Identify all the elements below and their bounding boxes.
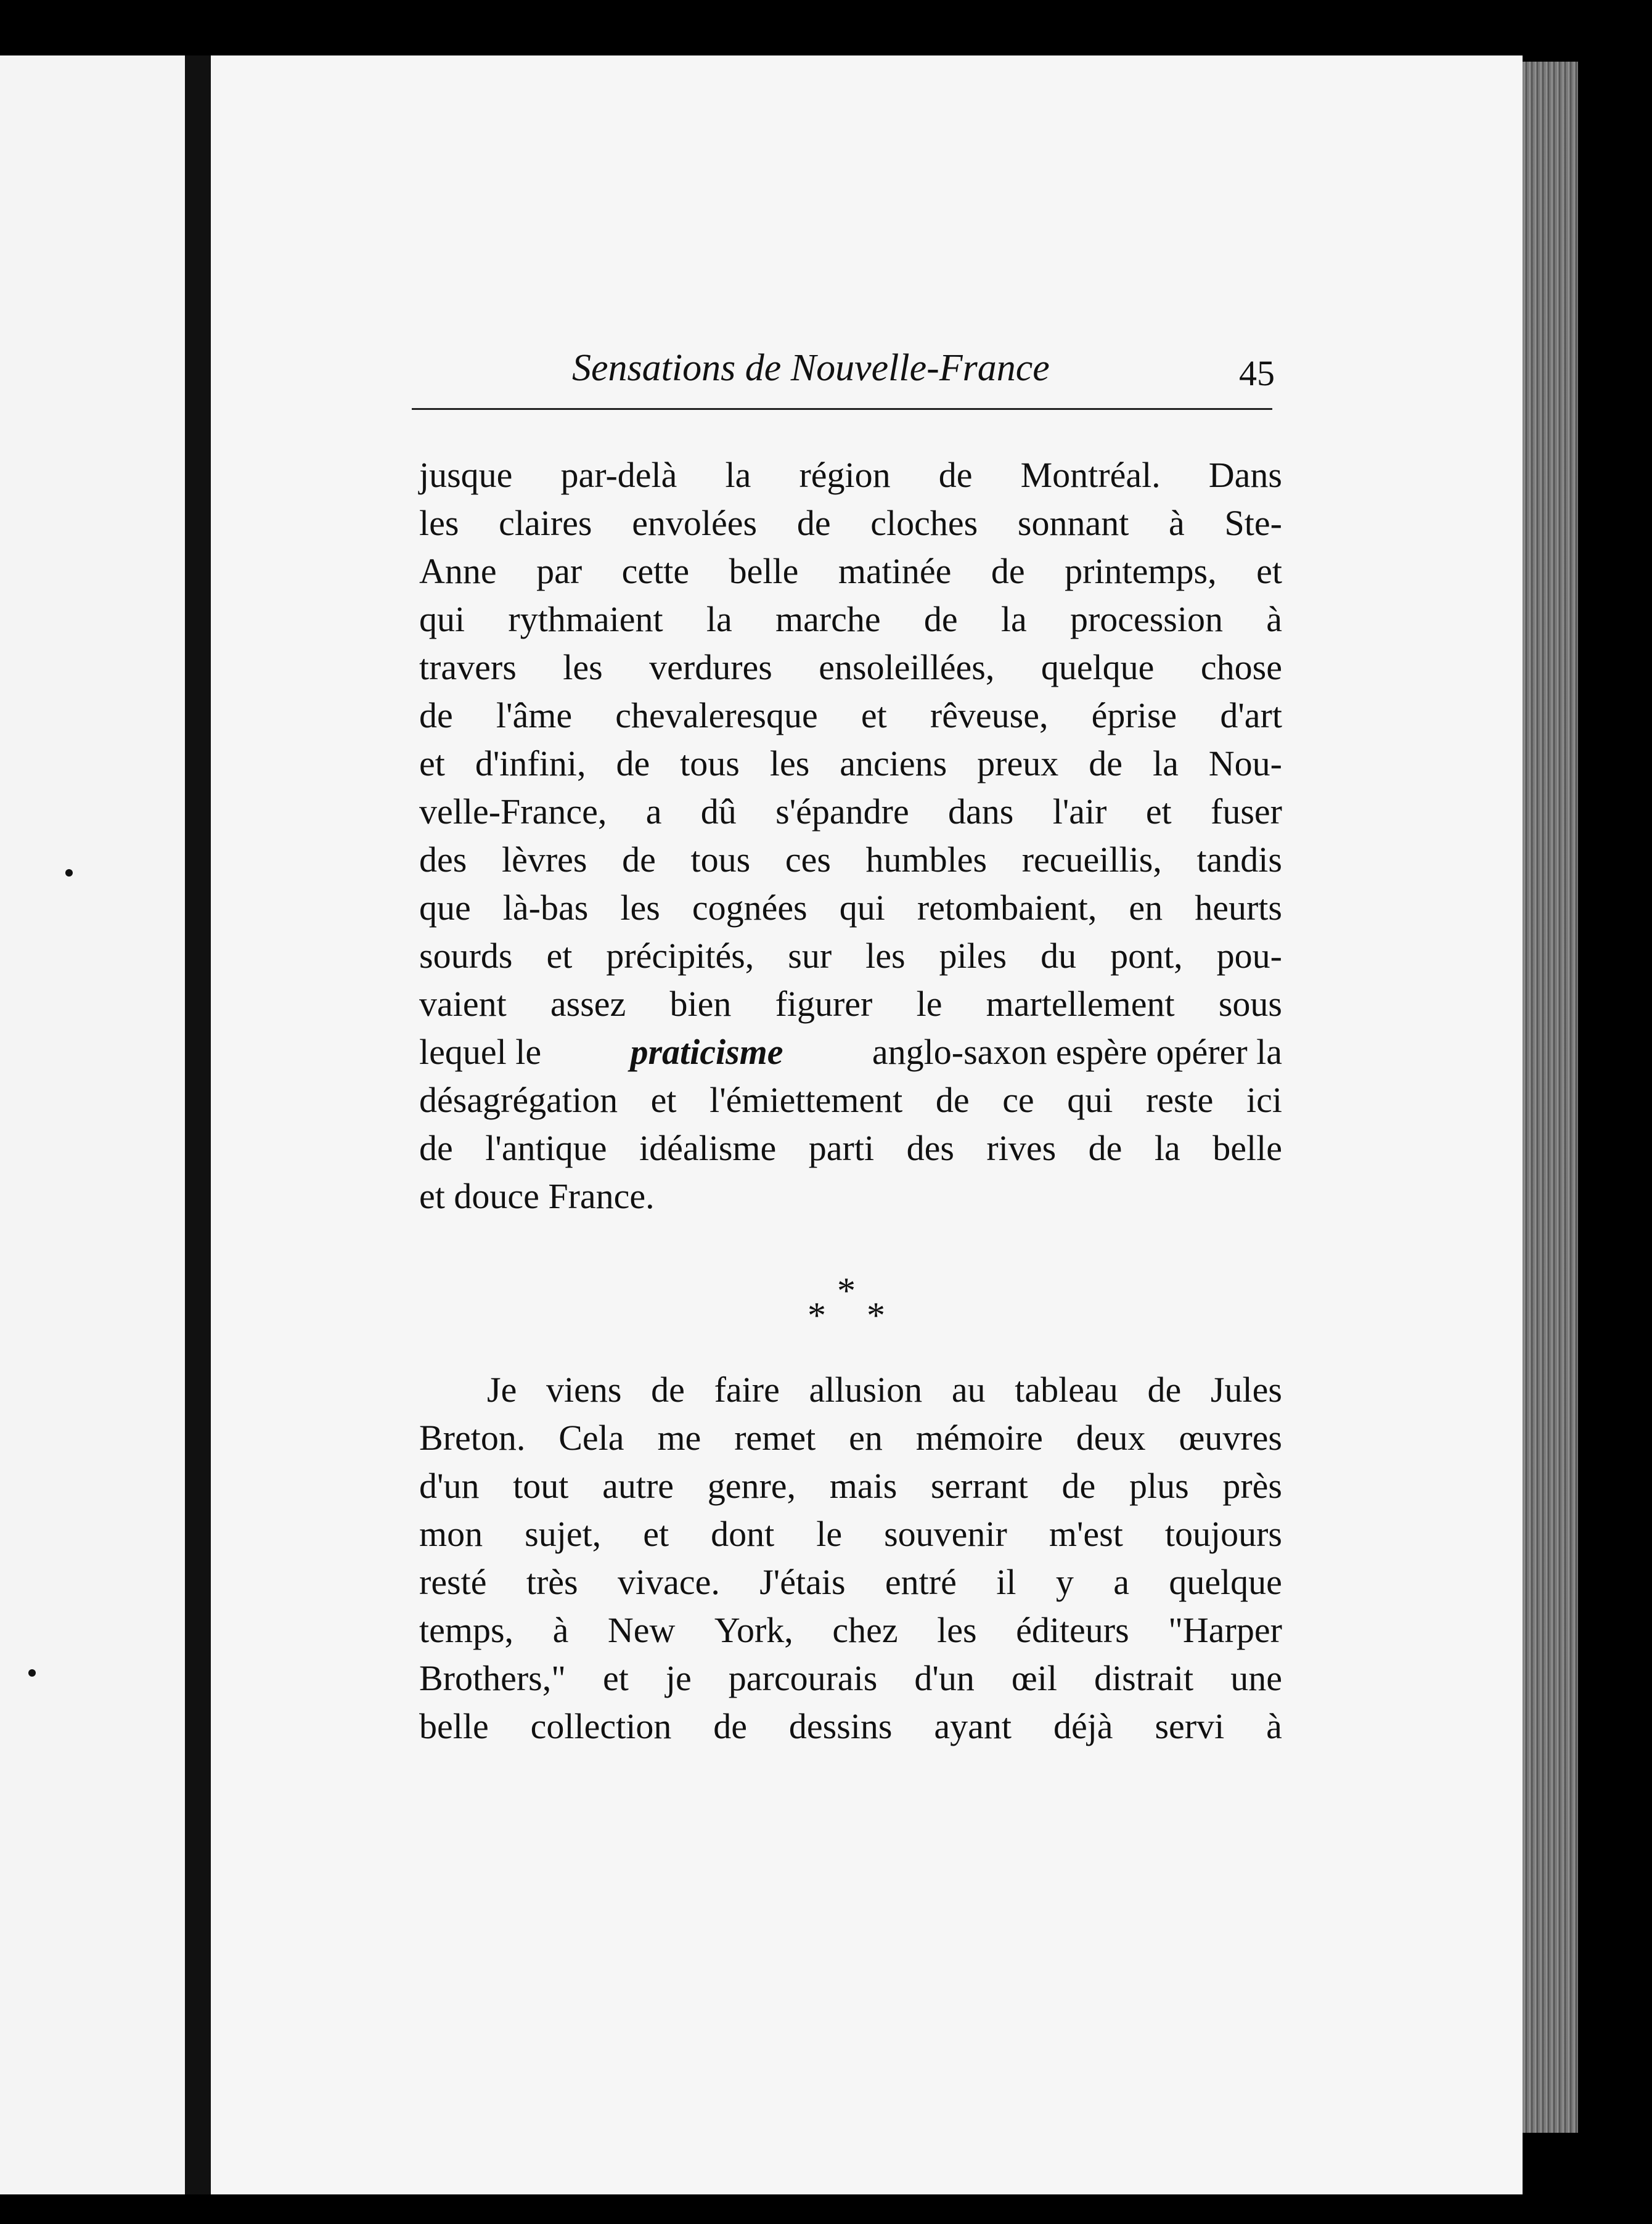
- word: resté: [419, 1562, 487, 1602]
- word: l'émiettement: [709, 1080, 903, 1120]
- text-line: [419, 884, 1282, 932]
- word: très: [526, 1562, 578, 1602]
- word: à: [1169, 503, 1185, 543]
- word: ensoleillées,: [819, 647, 995, 687]
- text-line: [419, 547, 1282, 595]
- word: lèvres: [501, 840, 587, 880]
- word: les: [769, 743, 810, 783]
- word: plus: [1129, 1466, 1189, 1506]
- word: des: [419, 840, 467, 880]
- word: de: [622, 840, 656, 880]
- text-line: [419, 1510, 1282, 1558]
- word: jusque: [419, 455, 513, 495]
- scan-border: [1578, 55, 1652, 2224]
- word: chose: [1200, 647, 1282, 687]
- word: de: [938, 455, 973, 495]
- paragraph-2: [419, 1366, 1282, 1751]
- word: m'est: [1049, 1514, 1123, 1554]
- word: sur: [788, 936, 832, 976]
- word: pou-: [1216, 936, 1282, 976]
- word: preux: [977, 743, 1059, 783]
- text-line: [419, 1124, 1282, 1172]
- word: Anne: [419, 551, 497, 591]
- page-number: 45: [1239, 353, 1275, 393]
- asterisk: *: [837, 1270, 856, 1311]
- word: et: [861, 695, 887, 735]
- word: serrant: [930, 1466, 1028, 1506]
- word: les: [865, 936, 906, 976]
- word: à: [552, 1610, 569, 1650]
- word: et: [1256, 551, 1282, 591]
- word: tous: [680, 743, 740, 783]
- word: qui: [839, 888, 885, 928]
- word: les: [937, 1610, 977, 1650]
- word: cette: [621, 551, 690, 591]
- word: Cela: [558, 1418, 624, 1458]
- word: Je: [487, 1370, 517, 1410]
- word: pont,: [1110, 936, 1183, 976]
- word: Dans: [1208, 455, 1282, 495]
- text-line: [419, 836, 1282, 884]
- text-line: et douce France.: [419, 1176, 655, 1216]
- word: qui: [419, 599, 465, 639]
- word: souvenir: [884, 1514, 1007, 1554]
- word: et: [643, 1514, 669, 1554]
- word: Breton.: [419, 1418, 526, 1458]
- word: Brothers,": [419, 1658, 566, 1698]
- word: à: [1266, 1706, 1282, 1746]
- word: sujet,: [525, 1514, 602, 1554]
- word: collection: [530, 1706, 672, 1746]
- scan-speck: [65, 869, 73, 877]
- word: désagrégation: [419, 1080, 618, 1120]
- word: de: [1147, 1370, 1182, 1410]
- word: Montréal.: [1020, 455, 1161, 495]
- word: et: [602, 1658, 629, 1698]
- word: une: [1230, 1658, 1282, 1698]
- word: Nou-: [1208, 743, 1282, 783]
- word: cloches: [870, 503, 978, 543]
- word: temps,: [419, 1610, 514, 1650]
- word: de: [935, 1080, 970, 1120]
- word: tout: [513, 1466, 569, 1506]
- word: de: [419, 1128, 453, 1168]
- running-head: [412, 340, 1275, 408]
- word: marche: [775, 599, 881, 639]
- text-line: [419, 788, 1282, 836]
- word: envolées: [632, 503, 758, 543]
- word: et: [419, 743, 445, 783]
- word: à: [1266, 599, 1282, 639]
- word: New: [607, 1610, 676, 1650]
- book-gutter: [185, 55, 211, 2194]
- word: par: [536, 551, 583, 591]
- word: du: [1041, 936, 1077, 976]
- word: l'âme: [496, 695, 573, 735]
- word: ce: [1002, 1080, 1034, 1120]
- word: œil: [1011, 1658, 1057, 1698]
- word: piles: [939, 936, 1007, 976]
- word: parcourais: [728, 1658, 878, 1698]
- word: précipités,: [606, 936, 754, 976]
- word: éditeurs: [1016, 1610, 1129, 1650]
- emphasized-word: praticisme: [630, 1032, 783, 1072]
- word: œuvres: [1179, 1418, 1282, 1458]
- word: distrait: [1094, 1658, 1194, 1698]
- text-fragment: lequel le: [419, 1032, 542, 1072]
- word: la: [725, 455, 751, 495]
- word: cognées: [692, 888, 808, 928]
- word: tandis: [1196, 840, 1282, 880]
- running-title: Sensations de Nouvelle-France: [572, 347, 1050, 389]
- word: y: [1055, 1562, 1074, 1602]
- word: quelque: [1041, 647, 1155, 687]
- word: entré: [885, 1562, 957, 1602]
- word: quelque: [1169, 1562, 1282, 1602]
- word: le: [816, 1514, 843, 1554]
- text-line: [419, 740, 1282, 788]
- word: les: [563, 647, 603, 687]
- word: procession: [1069, 599, 1223, 639]
- section-separator: [801, 1270, 900, 1338]
- word: deux: [1076, 1418, 1146, 1458]
- text-line: [419, 1606, 1282, 1654]
- word: de: [1061, 1466, 1096, 1506]
- word: il: [996, 1562, 1016, 1602]
- word: et: [1145, 791, 1172, 832]
- word: "Harper: [1168, 1610, 1282, 1650]
- word: printemps,: [1065, 551, 1217, 591]
- word: York,: [714, 1610, 793, 1650]
- word: mon: [419, 1514, 483, 1554]
- word: au: [951, 1370, 986, 1410]
- word: rythmaient: [508, 599, 663, 639]
- word: les: [419, 503, 459, 543]
- word: anciens: [840, 743, 947, 783]
- word: rêveuse,: [930, 695, 1049, 735]
- word: de: [1089, 743, 1122, 783]
- text-line: [419, 499, 1282, 547]
- word: la: [1154, 1128, 1180, 1168]
- text-line: [419, 692, 1282, 740]
- word: de: [796, 503, 831, 543]
- word: la: [706, 599, 732, 639]
- text-line: [419, 644, 1282, 692]
- text-line: [419, 1076, 1282, 1124]
- word: de: [651, 1370, 685, 1410]
- word: servi: [1155, 1706, 1225, 1746]
- word: je: [665, 1658, 692, 1698]
- paragraph-1: [419, 451, 1282, 1220]
- header-rule: [412, 408, 1272, 410]
- word: parti: [808, 1128, 875, 1168]
- word: des: [906, 1128, 954, 1168]
- word: martellement: [986, 984, 1175, 1024]
- word: verdures: [649, 647, 772, 687]
- word: heurts: [1195, 888, 1282, 928]
- word: et: [546, 936, 573, 976]
- text-fragment: anglo-saxon espère opérer la: [872, 1032, 1282, 1072]
- word: chez: [832, 1610, 898, 1650]
- word: vivace.: [618, 1562, 720, 1602]
- word: a: [1113, 1562, 1129, 1602]
- word: dont: [711, 1514, 775, 1554]
- word: l'antique: [485, 1128, 607, 1168]
- word: me: [657, 1418, 701, 1458]
- word: retombaient,: [917, 888, 1097, 928]
- word: allusion: [809, 1370, 923, 1410]
- word: belle: [729, 551, 799, 591]
- word: sous: [1218, 984, 1282, 1024]
- word: déjà: [1053, 1706, 1113, 1746]
- word: que: [419, 888, 471, 928]
- word: par-delà: [560, 455, 677, 495]
- word: d'un: [914, 1658, 975, 1698]
- word: assez: [550, 984, 626, 1024]
- word: éprise: [1091, 695, 1177, 735]
- text-line: [419, 1558, 1282, 1606]
- word: et: [650, 1080, 677, 1120]
- word: tous: [690, 840, 751, 880]
- text-line: [419, 595, 1282, 644]
- word: de: [616, 743, 650, 783]
- word: viens: [546, 1370, 622, 1410]
- word: la: [1152, 743, 1179, 783]
- word: chevaleresque: [615, 695, 818, 735]
- word: vaient: [419, 984, 507, 1024]
- word: mais: [829, 1466, 898, 1506]
- word: là-bas: [502, 888, 589, 928]
- word: faire: [714, 1370, 780, 1410]
- word: fuser: [1211, 791, 1282, 832]
- word: autre: [602, 1466, 674, 1506]
- word: qui: [1067, 1080, 1113, 1120]
- text-line: [419, 1654, 1282, 1703]
- word: J'étais: [759, 1562, 846, 1602]
- word: matinée: [838, 551, 952, 591]
- word: sonnant: [1017, 503, 1129, 543]
- word: d'infini,: [475, 743, 586, 783]
- word: sourds: [419, 936, 513, 976]
- word: toujours: [1164, 1514, 1282, 1554]
- word: reste: [1145, 1080, 1214, 1120]
- word: dans: [948, 791, 1014, 832]
- word: remet: [734, 1418, 816, 1458]
- word: Ste-: [1224, 503, 1282, 543]
- word: la: [1000, 599, 1027, 639]
- word: ces: [785, 840, 831, 880]
- word: les: [620, 888, 660, 928]
- word: velle-France,: [419, 791, 607, 832]
- word: belle: [419, 1706, 489, 1746]
- word: bien: [669, 984, 732, 1024]
- text-line: [419, 1462, 1282, 1510]
- word: tableau: [1015, 1370, 1118, 1410]
- page-edges: [1523, 62, 1578, 2133]
- scan-speck: [28, 1669, 36, 1677]
- word: claires: [499, 503, 592, 543]
- word: de: [713, 1706, 747, 1746]
- word: d'art: [1220, 695, 1282, 735]
- word: en: [849, 1418, 883, 1458]
- word: dû: [700, 791, 737, 832]
- text-line: [419, 980, 1282, 1028]
- word: travers: [419, 647, 517, 687]
- text-line: [419, 1703, 1282, 1751]
- word: près: [1222, 1466, 1282, 1506]
- word: d'un: [419, 1466, 480, 1506]
- word: de: [923, 599, 958, 639]
- word: idéalisme: [639, 1128, 777, 1168]
- word: belle: [1212, 1128, 1282, 1168]
- word: ici: [1246, 1080, 1282, 1120]
- word: en: [1129, 888, 1163, 928]
- left-facing-page: [0, 55, 185, 2194]
- word: humbles: [865, 840, 988, 880]
- word: de: [991, 551, 1025, 591]
- word: a: [645, 791, 662, 832]
- word: ayant: [934, 1706, 1012, 1746]
- asterisk: *: [808, 1295, 826, 1336]
- text-line: [419, 1414, 1282, 1462]
- word: recueillis,: [1021, 840, 1162, 880]
- word: de: [419, 695, 453, 735]
- word: région: [799, 455, 891, 495]
- word: de: [1088, 1128, 1122, 1168]
- word: dessins: [788, 1706, 893, 1746]
- text-line: [419, 451, 1282, 499]
- word: s'épandre: [775, 791, 909, 832]
- word: le: [916, 984, 943, 1024]
- asterisk: *: [867, 1295, 885, 1336]
- text-line: [419, 1366, 1282, 1414]
- word: figurer: [775, 984, 873, 1024]
- word: genre,: [707, 1466, 796, 1506]
- text-line: [419, 932, 1282, 980]
- text-line-emphasis: [419, 1028, 1282, 1076]
- word: rives: [986, 1128, 1057, 1168]
- word: l'air: [1052, 791, 1107, 832]
- word: Jules: [1210, 1370, 1282, 1410]
- word: mémoire: [915, 1418, 1043, 1458]
